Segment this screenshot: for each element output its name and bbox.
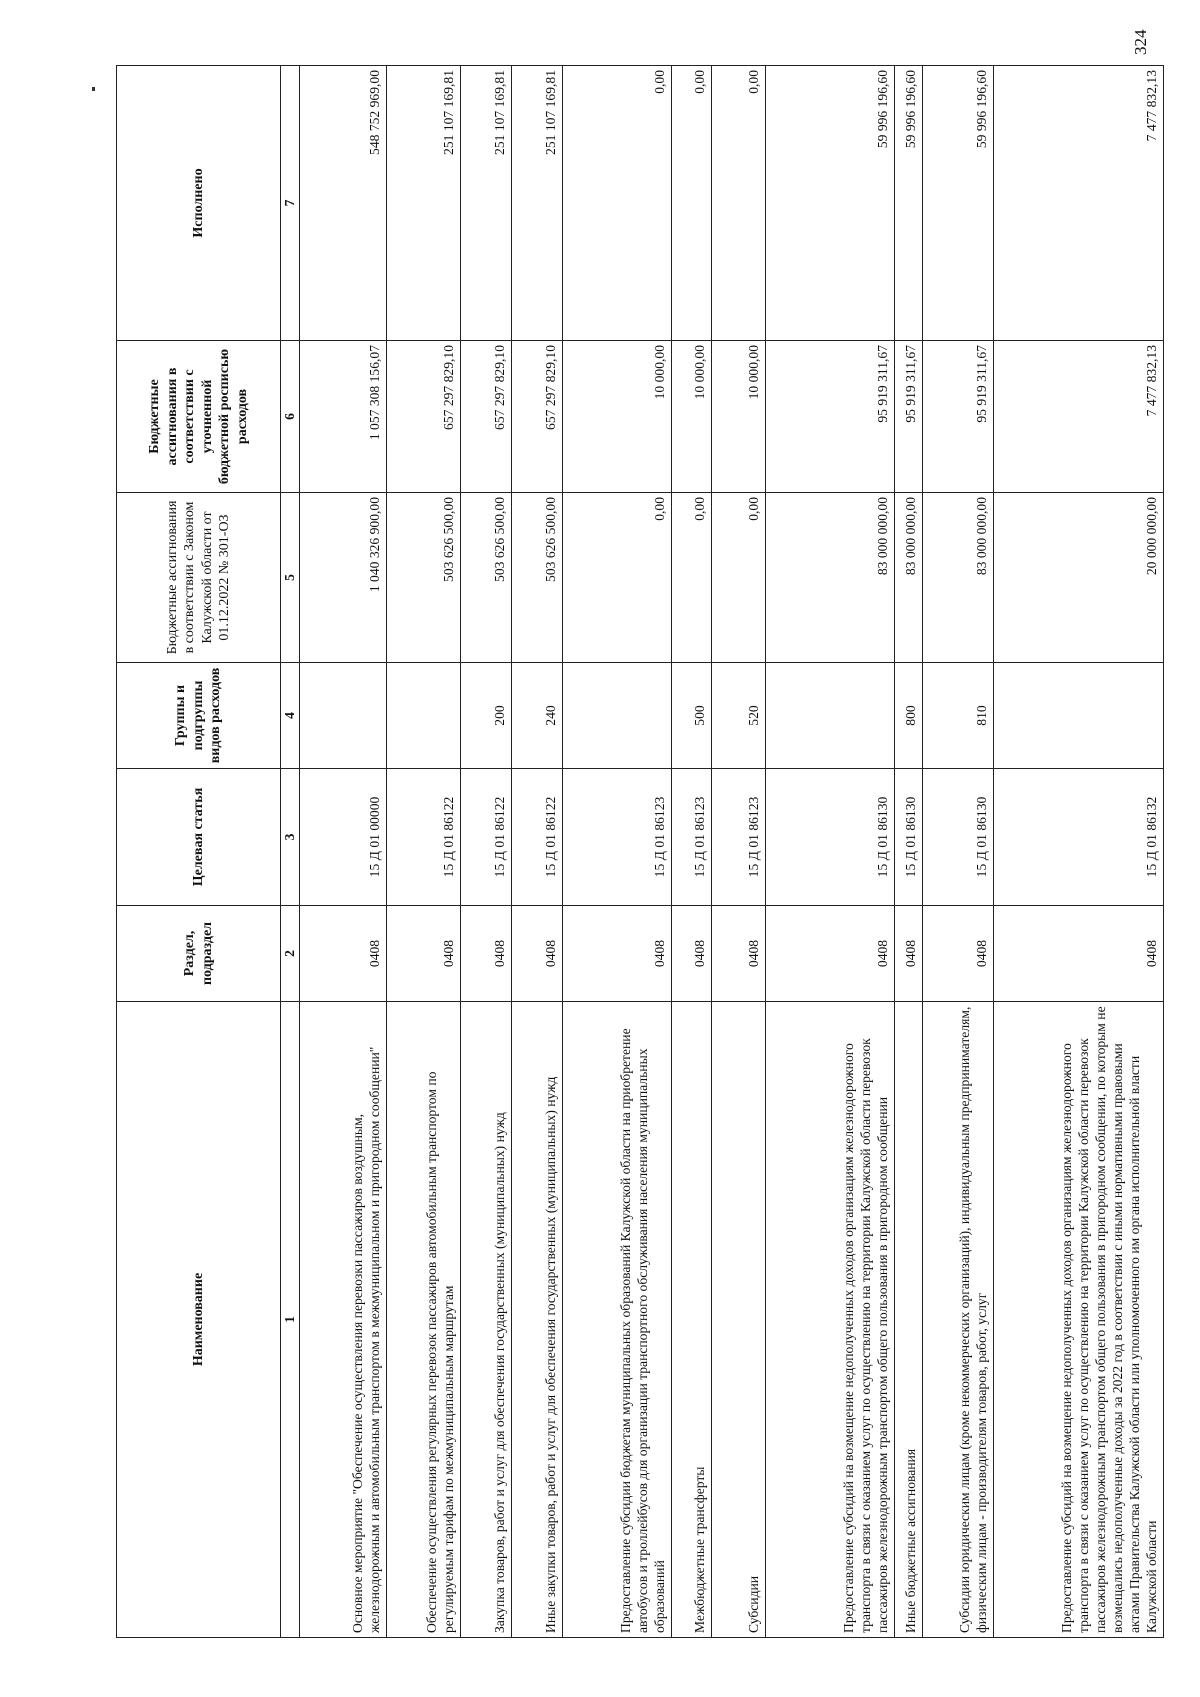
row-refined-amount: 657 297 829,10 xyxy=(461,341,512,493)
row-group: 520 xyxy=(712,663,766,769)
row-target: 15 Д 01 86122 xyxy=(512,769,563,906)
row-group: 810 xyxy=(923,663,994,769)
row-executed-amount: 0,00 xyxy=(563,66,672,341)
row-name: Предоставление субсидий на возмещение недополученных доходов организациям железнодорожного транспорта в связи с оказанием услуг по осуществлению на территории Калужской области перевозок пассажиров железнодорожным транспортом общего пользования в пригородном сообщении, по которым не возмещались недополученные доходы за 2022 год в соответствии с иными нормативными правовыми актами Правительства Калужской области или уполномоченного им органа исполнительной власти Калужской области xyxy=(994,1002,1164,1638)
column-number: 7 xyxy=(281,66,300,341)
row-target: 15 Д 01 86123 xyxy=(563,769,672,906)
table-row xyxy=(766,66,895,1638)
row-section: 0408 xyxy=(712,906,766,1002)
row-refined-amount: 7 477 832,13 xyxy=(994,341,1164,493)
row-section: 0408 xyxy=(387,906,461,1002)
column-number: 1 xyxy=(281,1002,300,1638)
header-section: Раздел, подраздел xyxy=(117,906,281,1002)
row-law-amount: 503 626 500,00 xyxy=(387,493,461,663)
row-refined-amount: 1 057 308 156,07 xyxy=(300,341,387,493)
row-refined-amount: 657 297 829,10 xyxy=(512,341,563,493)
header-executed: Исполнено xyxy=(117,66,281,341)
table-row xyxy=(895,66,923,1638)
row-target: 15 Д 01 00000 xyxy=(300,769,387,906)
row-refined-amount: 657 297 829,10 xyxy=(387,341,461,493)
row-name: Предоставление субсидий на возмещение недополученных доходов организациям железнодорожного транспорта в связи с оказанием услуг по осуществлению на территории Калужской области перевозок пассажиров железнодорожным транспортом общего пользования в пригородном сообщении xyxy=(766,1002,895,1638)
row-target: 15 Д 01 86123 xyxy=(712,769,766,906)
row-law-amount: 83 000 000,00 xyxy=(923,493,994,663)
table-row xyxy=(712,66,766,1638)
row-executed-amount: 59 996 196,60 xyxy=(766,66,895,341)
row-law-amount: 1 040 326 900,00 xyxy=(300,493,387,663)
header-row xyxy=(117,66,281,1638)
row-target: 15 Д 01 86130 xyxy=(766,769,895,906)
row-name: Основное мероприятие "Обеспечение осуществления перевозки пассажиров воздушным, железнодорожным и автомобильным транспортом в межмуниципальном и пригородном сообщении" xyxy=(300,1002,387,1638)
row-executed-amount: 0,00 xyxy=(712,66,766,341)
page-number: 324 xyxy=(1131,29,1150,55)
row-law-amount: 0,00 xyxy=(563,493,672,663)
row-executed-amount: 59 996 196,60 xyxy=(923,66,994,341)
row-target: 15 Д 01 86122 xyxy=(461,769,512,906)
column-number: 3 xyxy=(281,769,300,906)
row-group: 200 xyxy=(461,663,512,769)
row-law-amount: 0,00 xyxy=(672,493,712,663)
table-row xyxy=(923,66,994,1638)
row-executed-amount: 251 107 169,81 xyxy=(387,66,461,341)
row-name: Закупка товаров, работ и услуг для обеспечения государственных (муниципальных) нужд xyxy=(461,1002,512,1638)
row-section: 0408 xyxy=(512,906,563,1002)
row-section: 0408 xyxy=(300,906,387,1002)
column-number: 4 xyxy=(281,663,300,769)
row-section: 0408 xyxy=(923,906,994,1002)
row-name: Обеспечение осуществления регулярных перевозок пассажиров автомобильным транспортом по регулируемым тарифам по межмуниципальным маршрутам xyxy=(387,1002,461,1638)
header-refined: Бюджетные ассигнования в соответствии с уточненной бюджетной росписью расходов xyxy=(117,341,281,493)
table-row xyxy=(672,66,712,1638)
row-refined-amount: 95 919 311,67 xyxy=(895,341,923,493)
row-section: 0408 xyxy=(461,906,512,1002)
row-refined-amount: 10 000,00 xyxy=(563,341,672,493)
table-row xyxy=(387,66,461,1638)
column-number: 6 xyxy=(281,341,300,493)
row-executed-amount: 251 107 169,81 xyxy=(512,66,563,341)
header-name: Наименование xyxy=(117,1002,281,1638)
header-group: Группы и подгруппы видов расходов xyxy=(117,663,281,769)
row-target: 15 Д 01 86130 xyxy=(923,769,994,906)
row-law-amount: 503 626 500,00 xyxy=(461,493,512,663)
row-law-amount: 83 000 000,00 xyxy=(895,493,923,663)
header-law: Бюджетные ассигнования в соответствии с Законом Калужской области от 01.12.2022 № 301-ОЗ xyxy=(117,493,281,663)
row-group xyxy=(563,663,672,769)
row-law-amount: 83 000 000,00 xyxy=(766,493,895,663)
row-section: 0408 xyxy=(766,906,895,1002)
table-row xyxy=(512,66,563,1638)
row-name: Иные бюджетные ассигнования xyxy=(895,1002,923,1638)
row-group xyxy=(387,663,461,769)
row-executed-amount: 0,00 xyxy=(672,66,712,341)
table-row xyxy=(461,66,512,1638)
row-name: Иные закупки товаров, работ и услуг для обеспечения государственных (муниципальных) нужд xyxy=(512,1002,563,1638)
row-refined-amount: 10 000,00 xyxy=(712,341,766,493)
row-group: 800 xyxy=(895,663,923,769)
row-group xyxy=(766,663,895,769)
row-target: 15 Д 01 86132 xyxy=(994,769,1164,906)
scan-speck xyxy=(92,87,95,91)
row-section: 0408 xyxy=(672,906,712,1002)
row-group xyxy=(300,663,387,769)
table-row xyxy=(300,66,387,1638)
row-refined-amount: 10 000,00 xyxy=(672,341,712,493)
column-number: 2 xyxy=(281,906,300,1002)
row-executed-amount: 59 996 196,60 xyxy=(895,66,923,341)
table-row xyxy=(994,66,1164,1638)
row-law-amount: 0,00 xyxy=(712,493,766,663)
row-executed-amount: 251 107 169,81 xyxy=(461,66,512,341)
row-group: 240 xyxy=(512,663,563,769)
row-name: Межбюджетные трансферты xyxy=(672,1002,712,1638)
rotated-page-content xyxy=(116,66,1160,1638)
row-target: 15 Д 01 86130 xyxy=(895,769,923,906)
row-name: Предоставление субсидии бюджетам муниципальных образований Калужской области на приобретение автобусов и троллейбусов для организации транспортного обслуживания населения муниципальных образований xyxy=(563,1002,672,1638)
row-name: Субсидии xyxy=(712,1002,766,1638)
row-name: Субсидии юридическим лицам (кроме некоммерческих организаций), индивидуальным предпринимателям, физическим лицам - производителям товаров, работ, услуг xyxy=(923,1002,994,1638)
row-law-amount: 20 000 000,00 xyxy=(994,493,1164,663)
budget-table xyxy=(116,65,1164,1638)
row-refined-amount: 95 919 311,67 xyxy=(923,341,994,493)
table-row xyxy=(563,66,672,1638)
row-refined-amount: 95 919 311,67 xyxy=(766,341,895,493)
row-executed-amount: 7 477 832,13 xyxy=(994,66,1164,341)
row-target: 15 Д 01 86122 xyxy=(387,769,461,906)
row-section: 0408 xyxy=(895,906,923,1002)
row-section: 0408 xyxy=(563,906,672,1002)
header-target: Целевая статья xyxy=(117,769,281,906)
row-executed-amount: 548 752 969,00 xyxy=(300,66,387,341)
column-number-row xyxy=(281,66,300,1638)
column-number: 5 xyxy=(281,493,300,663)
row-law-amount: 503 626 500,00 xyxy=(512,493,563,663)
row-section: 0408 xyxy=(994,906,1164,1002)
row-target: 15 Д 01 86123 xyxy=(672,769,712,906)
row-group xyxy=(994,663,1164,769)
row-group: 500 xyxy=(672,663,712,769)
